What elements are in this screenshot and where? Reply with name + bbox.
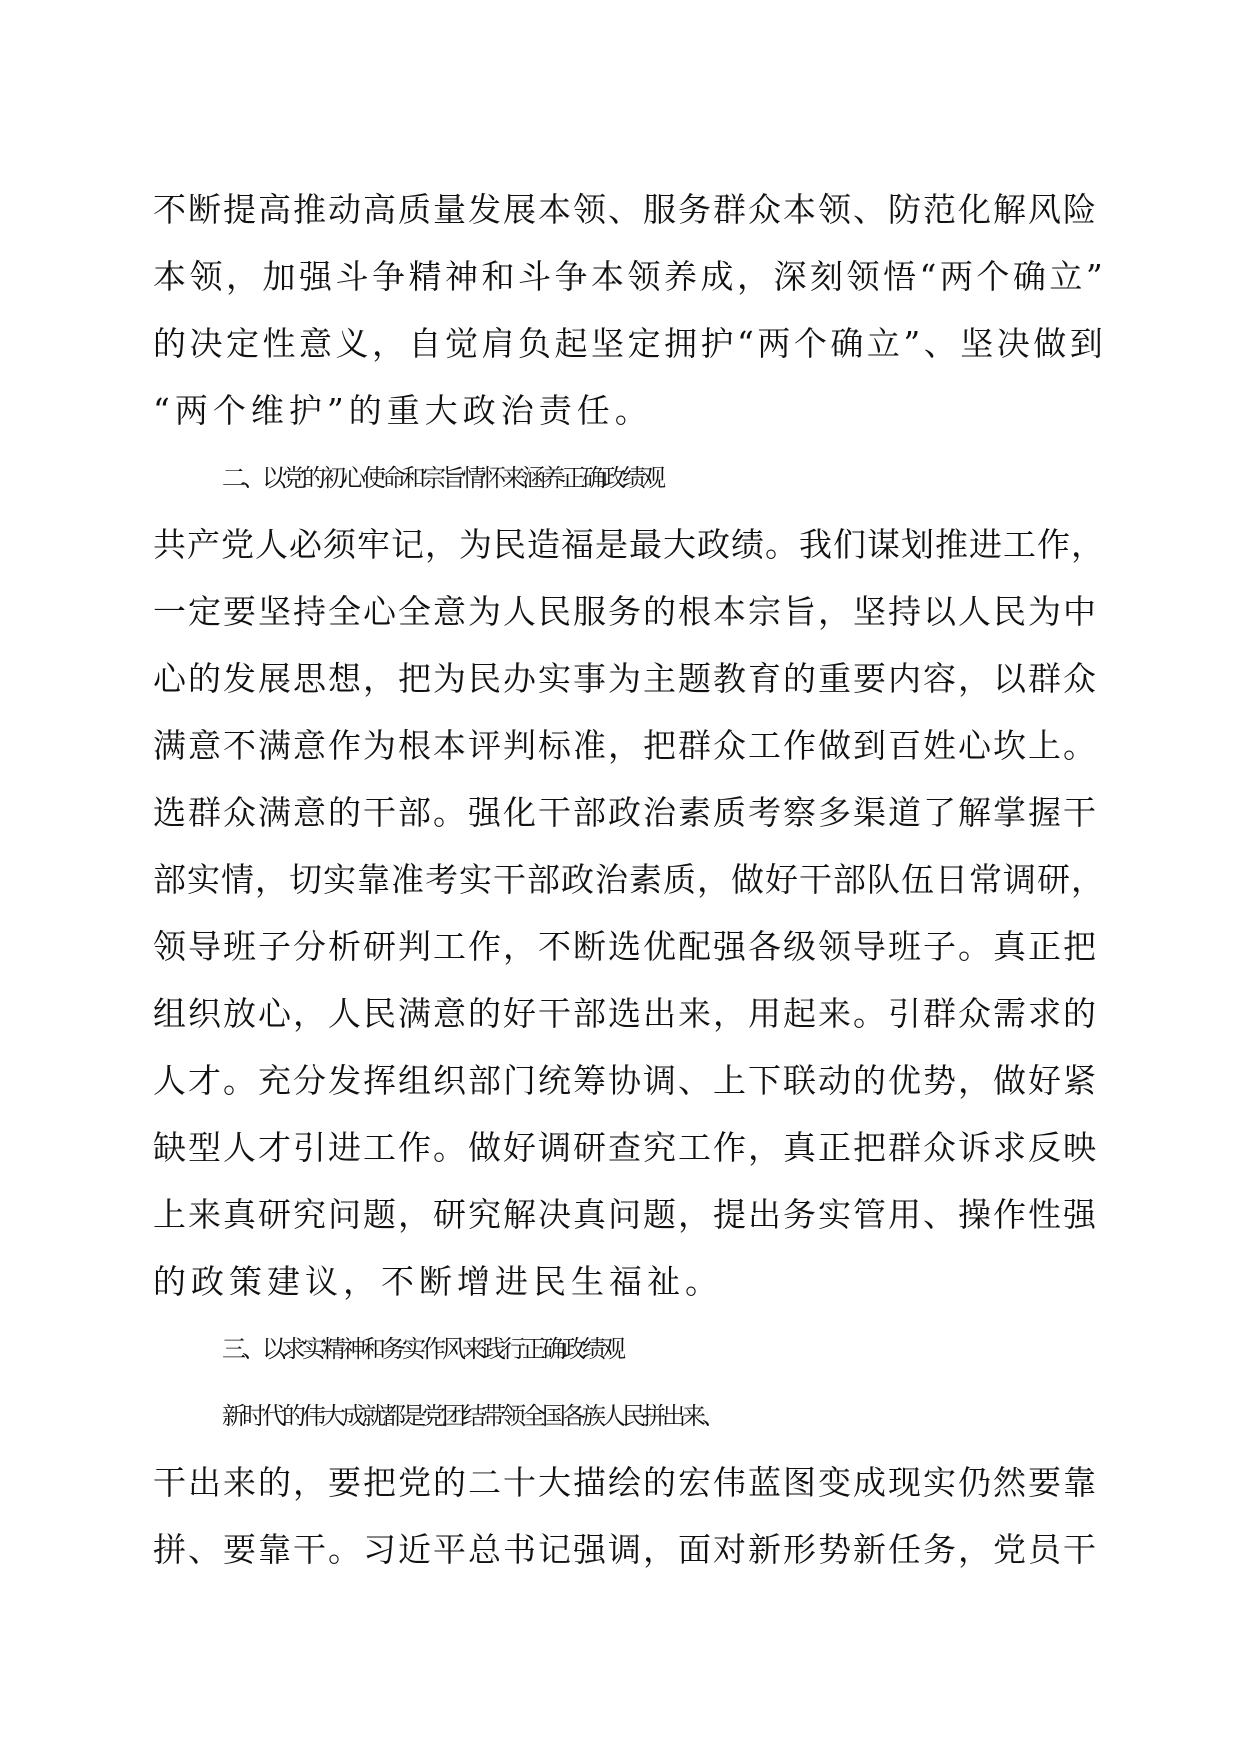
text-line: 满意不满意作为根本评判标准，把群众工作做到百姓心坎上。 — [153, 726, 1098, 765]
text-line: 的决定性意义，自觉肩负起坚定拥护“两个确立”、坚决做到 — [153, 324, 1107, 363]
text-line: 新时代的伟大成就都是党团结带领全国各族人民拼出来、 — [222, 1402, 722, 1430]
text-line: “两个维护”的重大政治责任。 — [153, 391, 653, 430]
section-heading: 三、以求实精神和务实作风来践行正确政绩观 — [222, 1335, 622, 1363]
text-line: 选群众满意的干部。强化干部政治素质考察多渠道了解掌握干 — [153, 793, 1098, 832]
text-line: 不断提高推动高质量发展本领、服务群众本领、防范化解风险 — [153, 190, 1098, 229]
text-line: 领导班子分析研判工作，不断选优配强各级领导班子。真正把 — [153, 927, 1098, 966]
text-line: 干出来的，要把党的二十大描绘的宏伟蓝图变成现实仍然要靠 — [153, 1463, 1098, 1502]
section-heading: 二、以党的初心使命和宗旨情怀来涵养正确政绩观 — [222, 464, 662, 492]
text-line: 本领，加强斗争精神和斗争本领养成，深刻领悟“两个确立” — [153, 257, 1107, 296]
text-line: 心的发展思想，把为民办实事为主题教育的重要内容，以群众 — [153, 659, 1098, 698]
text-line: 组织放心，人民满意的好干部选出来，用起来。引群众需求的 — [153, 994, 1098, 1033]
text-line: 部实情，切实靠准考实干部政治素质，做好干部队伍日常调研， — [153, 860, 1105, 899]
text-line: 人才。充分发挥组织部门统筹协调、上下联动的优势，做好紧 — [153, 1061, 1098, 1100]
text-line: 共产党人必须牢记，为民造福是最大政绩。我们谋划推进工作， — [153, 525, 1105, 564]
text-line: 缺型人才引进工作。做好调研查究工作，真正把群众诉求反映 — [153, 1128, 1098, 1167]
text-line: 一定要坚持全心全意为人民服务的根本宗旨，坚持以人民为中 — [153, 592, 1098, 631]
text-line: 拼、要靠干。习近平总书记强调，面对新形势新任务，党员干 — [153, 1530, 1098, 1569]
text-line: 的政策建议，不断增进民生福祉。 — [153, 1262, 723, 1301]
text-line: 上来真研究问题，研究解决真问题，提出务实管用、操作性强 — [153, 1195, 1098, 1234]
